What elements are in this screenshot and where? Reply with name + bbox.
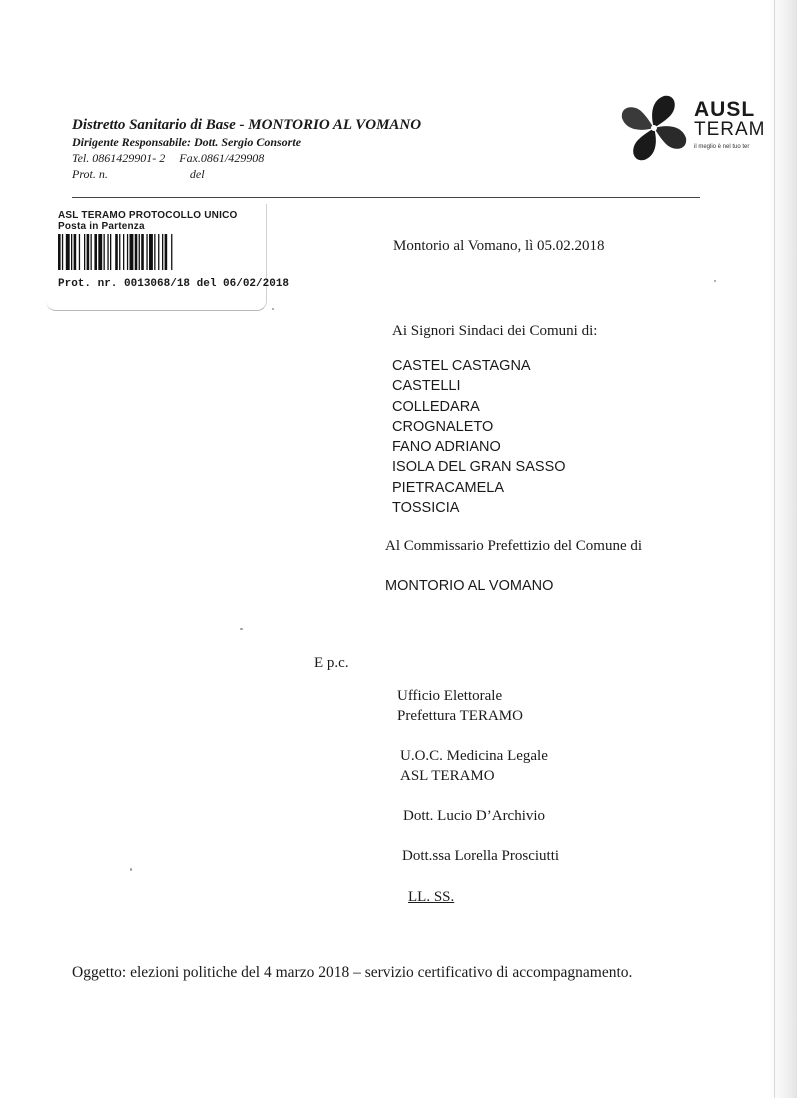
barcode-bar: [71, 234, 72, 270]
municipality-item: TOSSICIA: [392, 500, 460, 517]
cc-person-1: Dott. Lucio D’Archivio: [403, 808, 546, 824]
barcode-bar: [91, 234, 92, 270]
district-place: MONTORIO AL VOMANO: [248, 117, 422, 133]
barcode-bar: [62, 234, 63, 270]
barcode-bar: [104, 234, 105, 270]
del-label: del: [189, 167, 205, 181]
fax-number: Fax.0861/429908: [179, 151, 265, 165]
barcode-icon: [58, 234, 218, 270]
cc-uoc-line1: U.O.C. Medicina Legale: [400, 748, 548, 764]
municipality-item: CASTEL CASTAGNA: [392, 358, 531, 374]
barcode-bar: [110, 234, 111, 270]
commissioner-addressee: Al Commissario Prefettizio del Comune di: [385, 538, 643, 554]
barcode-bar: [74, 234, 77, 270]
manager-line: Dirigente Responsabile: Dott. Sergio Consorte: [72, 135, 302, 149]
stamp-title: ASL TERAMO PROTOCOLLO UNICO: [58, 210, 238, 221]
municipality-item: PIETRACAMELA: [392, 479, 504, 496]
letterhead: [72, 116, 421, 182]
barcode-bar: [139, 234, 140, 270]
barcode-bar: [171, 234, 172, 270]
municipality-list: [392, 356, 566, 518]
tel-number: Tel. 0861429901- 2: [72, 151, 166, 165]
letter-date: Montorio al Vomano, lì 05.02.2018: [393, 238, 605, 254]
barcode-bar: [58, 234, 61, 270]
district-line: [72, 116, 421, 134]
municipality-item: CROGNALETO: [392, 418, 494, 435]
barcode-bar: [94, 234, 97, 270]
protocol-stamp: [46, 204, 290, 311]
barcode-bar: [87, 234, 90, 270]
addressee-intro: Ai Signori Sindaci dei Comuni di:: [392, 323, 598, 339]
stamp-protocol-number: Prot. nr. 0013068/18 del 06/02/2018: [58, 278, 290, 290]
barcode-bar: [119, 234, 120, 270]
barcode-bar: [79, 234, 80, 270]
contact-line: [72, 150, 421, 166]
protocol-line: [72, 166, 421, 182]
epc-label: E p.c.: [314, 655, 349, 671]
scan-speck: [240, 628, 243, 630]
barcode-bar: [146, 234, 147, 270]
scan-speck: [714, 280, 716, 282]
barcode-bar: [107, 234, 108, 270]
barcode-bar: [66, 234, 70, 270]
barcode-bar: [98, 234, 102, 270]
barcode-bar: [141, 234, 144, 270]
municipality-item: FANO ADRIANO: [392, 439, 501, 456]
barcode-bar: [130, 234, 134, 270]
barcode-bar: [127, 234, 128, 270]
cc-office-line1: Ufficio Elettorale: [397, 688, 503, 704]
letter-subject: Oggetto: elezioni politiche del 4 marzo 2018 – servizio certificativo di accompagnamento.: [72, 964, 633, 981]
barcode-bar: [162, 234, 163, 270]
barcode-bar: [115, 234, 118, 270]
logo-name-line2: TERAM: [694, 119, 766, 140]
cc-person-2: Dott.ssa Lorella Prosciutti: [402, 848, 560, 864]
page-edge-line: [774, 0, 775, 1098]
barcode-bar: [154, 234, 155, 270]
barcode-bar: [135, 234, 138, 270]
cc-legal-medicine: [400, 746, 548, 786]
logo-tagline: il meglio è nel tuo ter: [694, 144, 750, 150]
scan-speck: [272, 308, 274, 310]
cc-uoc-line2: ASL TERAMO: [400, 768, 495, 784]
scan-speck: [130, 868, 132, 871]
municipality-item: CASTELLI: [392, 378, 461, 395]
district-label: Distretto Sanitario di Base -: [72, 117, 245, 133]
cc-electoral-office: [397, 686, 523, 726]
barcode-bar: [158, 234, 159, 270]
prot-label: Prot. n.: [72, 167, 108, 181]
cc-office-line2: Prefettura TERAMO: [397, 708, 523, 724]
stamp-subtitle: Posta in Partenza: [58, 221, 145, 232]
commissioner-town: MONTORIO AL VOMANO: [385, 578, 554, 594]
barcode-bar: [84, 234, 85, 270]
header-divider: [72, 197, 700, 198]
municipality-item: COLLEDARA: [392, 398, 480, 415]
logo-name-line1: AUSL: [694, 98, 756, 121]
barcode-bar: [123, 234, 124, 270]
municipality-item: ISOLA DEL GRAN SASSO: [392, 459, 566, 476]
barcode-bar: [149, 234, 153, 270]
barcode-bar: [165, 234, 168, 270]
cc-llss: LL. SS.: [408, 889, 455, 905]
